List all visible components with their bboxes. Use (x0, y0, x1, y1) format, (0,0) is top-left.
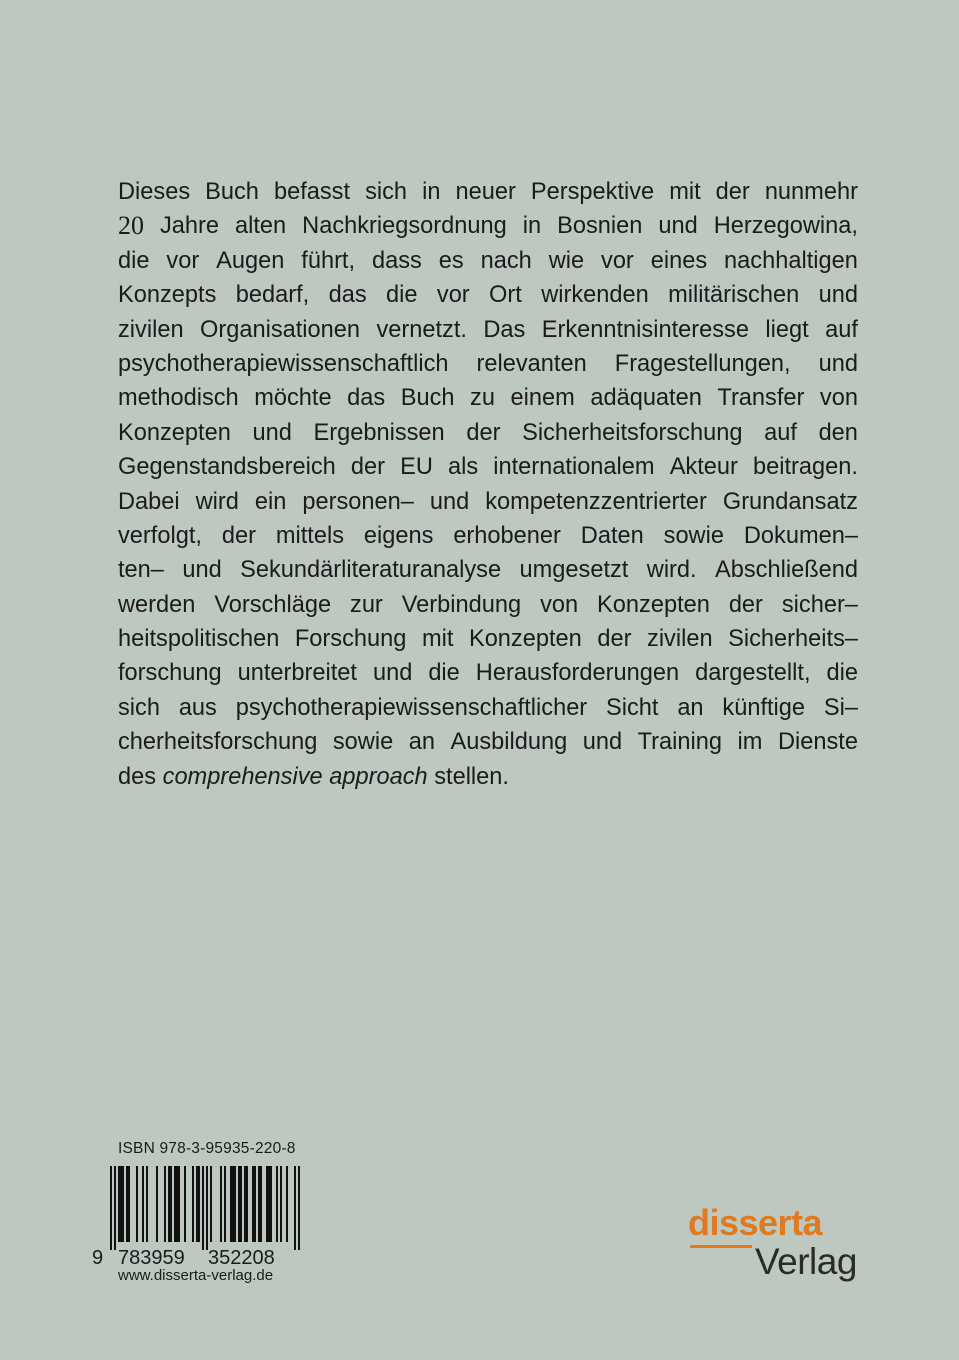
blurb-word: möchte (254, 385, 332, 412)
blurb-line (118, 416, 858, 450)
blurb-word: und (818, 350, 858, 377)
blurb-line (118, 450, 858, 484)
blurb-word: verfolgt, (118, 522, 202, 549)
blurb-word: Perspektive (530, 179, 655, 205)
blurb-word: relevanten (476, 350, 587, 377)
barcode-bar (280, 1166, 282, 1242)
blurb-word: die (386, 282, 418, 309)
barcode-bar (198, 1166, 200, 1242)
barcode-bar (176, 1166, 178, 1242)
barcode-bar (206, 1166, 208, 1250)
blurb-word: der (466, 419, 501, 446)
blurb-word: Si– (823, 694, 858, 721)
blurb-word: Grundansatz (722, 488, 858, 515)
blurb-word: an (408, 729, 435, 756)
blurb-word: Daten (580, 522, 644, 549)
barcode-bar (118, 1166, 120, 1242)
barcode-bar (136, 1166, 138, 1242)
blurb-word: Dienste (777, 729, 858, 756)
blurb-line (118, 725, 858, 759)
barcode-bar (246, 1166, 248, 1242)
barcode-bar (126, 1166, 128, 1242)
blurb-word: des (118, 763, 157, 790)
blurb-word: methodisch (118, 385, 239, 412)
blurb-word: sicher– (781, 591, 858, 618)
barcode-digits-right: 352208 (208, 1247, 275, 1268)
blurb-word: vernetzt. (376, 316, 467, 343)
blurb-word: Training (637, 729, 723, 756)
barcode-bar (168, 1166, 170, 1242)
barcode-bar (170, 1166, 172, 1242)
blurb-line (118, 209, 858, 243)
barcode-bar (276, 1166, 278, 1242)
blurb-line (118, 485, 858, 519)
blurb-word: forschung (118, 660, 222, 687)
blurb-word: personen– (302, 488, 414, 515)
isbn-label: ISBN 978-3-95935-220-8 (118, 1140, 296, 1157)
barcode-bar (234, 1166, 236, 1242)
blurb-line (118, 760, 858, 794)
barcode-bar (110, 1166, 112, 1250)
blurb-word: aus (178, 694, 217, 721)
barcode-bar (270, 1166, 272, 1242)
blurb-word: Dokumen– (743, 522, 858, 549)
blurb-word: Ausbildung (450, 729, 568, 756)
blurb-word: führt, (301, 247, 356, 274)
logo-rule (690, 1245, 752, 1248)
barcode-bar (192, 1166, 194, 1242)
blurb-word: der (350, 454, 385, 481)
blurb-word: vor (436, 282, 470, 309)
barcode-digit-first: 9 (92, 1247, 104, 1268)
blurb-word: und (182, 557, 222, 584)
barcode-bar (146, 1166, 148, 1242)
blurb-word: Herausforderungen (475, 660, 680, 687)
blurb-line (118, 381, 858, 415)
blurb-word: den (818, 419, 858, 446)
blurb-word: vor (166, 247, 200, 274)
blurb-word: zu (470, 385, 495, 412)
barcode-bar (164, 1166, 166, 1242)
blurb-word: zivilen (118, 316, 184, 343)
blurb-word: Abschließend (715, 557, 858, 584)
blurb-word: approach (329, 763, 428, 790)
blurb-word: und (429, 488, 470, 515)
barcode-bar (294, 1166, 296, 1250)
blurb-text (118, 175, 858, 794)
blurb-line (118, 347, 858, 381)
barcode-bar (184, 1166, 186, 1242)
barcode-bar (254, 1166, 256, 1242)
barcode-bar (238, 1166, 240, 1242)
blurb-word: alten (235, 213, 287, 240)
blurb-word: heitspolitischen (118, 626, 280, 653)
blurb-word: zur (350, 591, 383, 618)
blurb-word: Ort (489, 282, 522, 309)
blurb-word: 20 (118, 211, 144, 241)
blurb-word: Fragestellungen, (614, 350, 791, 377)
barcode-bar (240, 1166, 242, 1242)
blurb-word: wirkenden (541, 282, 649, 309)
blurb-word: befasst (273, 179, 351, 205)
blurb-word: und (658, 213, 698, 240)
barcode-bar (196, 1166, 198, 1242)
blurb-word: einem (510, 385, 575, 412)
barcode-bar (210, 1166, 212, 1242)
blurb-word: adäquaten (590, 385, 702, 412)
blurb-word: stellen. (434, 763, 509, 790)
barcode-digits-left: 783959 (118, 1247, 185, 1268)
blurb-word: mittels (275, 522, 344, 549)
blurb-word: es (438, 247, 464, 274)
blurb-word: Organisationen (200, 316, 361, 343)
barcode-bar (122, 1166, 124, 1242)
blurb-word: psychotherapiewissenschaftlicher (235, 694, 588, 721)
blurb-word: sowie (663, 522, 724, 549)
blurb-word: EU (400, 454, 433, 481)
blurb-word: der (221, 522, 256, 549)
logo-verlag: Verlag (755, 1241, 857, 1282)
blurb-word: der (715, 179, 750, 205)
barcode-bar (224, 1166, 226, 1242)
blurb-word: Konzepten (118, 419, 231, 446)
blurb-word: Herzegowina, (713, 213, 858, 240)
blurb-word: Bosnien (557, 213, 643, 240)
blurb-word: das (347, 385, 386, 412)
blurb-line (118, 622, 858, 656)
barcode-bar (244, 1166, 246, 1242)
blurb-word: werden (118, 591, 196, 618)
blurb-word: psychotherapiewissenschaftlich (118, 350, 449, 377)
blurb-word: und (818, 282, 858, 309)
blurb-word: von (540, 591, 579, 618)
barcode-bar (120, 1166, 122, 1242)
blurb-word: neuer (455, 179, 516, 205)
blurb-word: comprehensive (162, 763, 323, 790)
blurb-word: der (597, 626, 632, 653)
blurb-word: Sicherheitsforschung (522, 419, 743, 446)
blurb-word: Ergebnissen (313, 419, 445, 446)
barcode-bar (260, 1166, 262, 1242)
blurb-word: und (252, 419, 292, 446)
blurb-word: cherheitsforschung (118, 729, 318, 756)
blurb-word: sowie (332, 729, 394, 756)
blurb-line (118, 244, 858, 278)
publisher-logo (688, 1202, 868, 1295)
blurb-word: nach (480, 247, 532, 274)
barcode-bar (298, 1166, 300, 1250)
blurb-word: sich (118, 694, 160, 721)
blurb-line (118, 691, 858, 725)
blurb-word: wie (548, 247, 585, 274)
blurb-word: Sicht (606, 694, 659, 721)
blurb-word: der (728, 591, 763, 618)
blurb-line (118, 656, 858, 690)
blurb-word: Jahre (159, 213, 220, 240)
blurb-word: internationalem (493, 454, 655, 481)
blurb-word: beitragen. (753, 454, 858, 481)
blurb-word: auf (825, 316, 858, 343)
blurb-line (118, 278, 858, 312)
blurb-word: von (819, 385, 858, 412)
blurb-word: vor (601, 247, 634, 274)
blurb-line (118, 175, 858, 209)
blurb-word: die (118, 247, 150, 274)
blurb-word: wird. (646, 557, 697, 584)
blurb-word: im (737, 729, 763, 756)
blurb-word: Erkenntnisinteresse (541, 316, 749, 343)
blurb-word: Dieses (118, 179, 191, 205)
blurb-word: nachhaltigen (724, 247, 858, 274)
blurb-word: liegt (765, 316, 809, 343)
barcode-bar (232, 1166, 234, 1242)
blurb-word: in (522, 213, 542, 240)
blurb-line (118, 553, 858, 587)
blurb-word: nunmehr (764, 179, 858, 205)
barcode-bar (142, 1166, 144, 1242)
blurb-word: die (428, 660, 460, 687)
blurb-word: Konzepten (597, 591, 710, 618)
blurb-word: Transfer (717, 385, 805, 412)
blurb-word: das (328, 282, 367, 309)
barcode-bar (128, 1166, 130, 1242)
blurb-word: dargestellt, (695, 660, 811, 687)
blurb-word: wird (195, 488, 239, 515)
blurb-word: kompetenzzentrierter (485, 488, 707, 515)
barcode-bar (252, 1166, 254, 1242)
logo-disserta: disserta (688, 1202, 823, 1243)
barcode-bar (114, 1166, 116, 1250)
barcode-bar (266, 1166, 268, 1242)
blurb-word: eigens (363, 522, 434, 549)
blurb-word: Konzepten (468, 626, 582, 653)
blurb-word: mit (421, 626, 454, 653)
blurb-word: bedarf, (235, 282, 310, 309)
barcode-bar (156, 1166, 158, 1242)
blurb-word: eines (650, 247, 708, 274)
blurb-word: auf (764, 419, 797, 446)
blurb-word: als (447, 454, 479, 481)
blurb-word: umgesetzt (519, 557, 629, 584)
blurb-word: militärischen (668, 282, 800, 309)
blurb-word: und (582, 729, 623, 756)
blurb-line (118, 588, 858, 622)
blurb-word: Buch (205, 179, 259, 205)
blurb-word: Das (483, 316, 526, 343)
blurb-word: Vorschläge (214, 591, 332, 618)
blurb-word: Augen (216, 247, 285, 274)
blurb-word: Forschung (294, 626, 407, 653)
blurb-word: Akteur (669, 454, 738, 481)
blurb-word: künftige (722, 694, 806, 721)
blurb-word: unterbreitet (237, 660, 357, 687)
barcode-bar (286, 1166, 288, 1242)
barcode-bar (220, 1166, 222, 1242)
blurb-word: Dabei (118, 488, 180, 515)
barcode-bar (174, 1166, 176, 1242)
blurb-line (118, 519, 858, 553)
barcode-bar (202, 1166, 204, 1250)
isbn-barcode (88, 1162, 308, 1268)
blurb-word: ein (254, 488, 287, 515)
blurb-word: erhobener (453, 522, 561, 549)
blurb-word: sich (365, 179, 408, 205)
blurb-line (118, 313, 858, 347)
blurb-word: Sekundärliteraturanalyse (240, 557, 502, 584)
blurb-word: Konzepts (118, 282, 217, 309)
blurb-word: mit (669, 179, 701, 205)
blurb-word: die (826, 660, 858, 687)
blurb-word: ten– (118, 557, 164, 584)
blurb-word: in (422, 179, 441, 205)
barcode-bar (178, 1166, 180, 1242)
barcode-bar (268, 1166, 270, 1242)
blurb-word: zivilen (647, 626, 713, 653)
blurb-word: Buch (400, 385, 455, 412)
publisher-website: www.disserta-verlag.de (118, 1267, 274, 1284)
blurb-word: Nachkriegsordnung (302, 213, 507, 240)
blurb-word: an (677, 694, 704, 721)
barcode-bar (258, 1166, 260, 1242)
blurb-word: Verbindung (401, 591, 522, 618)
barcode-bar (230, 1166, 232, 1242)
blurb-word: Sicherheits– (728, 626, 858, 653)
blurb-word: und (372, 660, 413, 687)
blurb-word: dass (371, 247, 422, 274)
blurb-word: Gegenstandsbereich (118, 454, 336, 481)
